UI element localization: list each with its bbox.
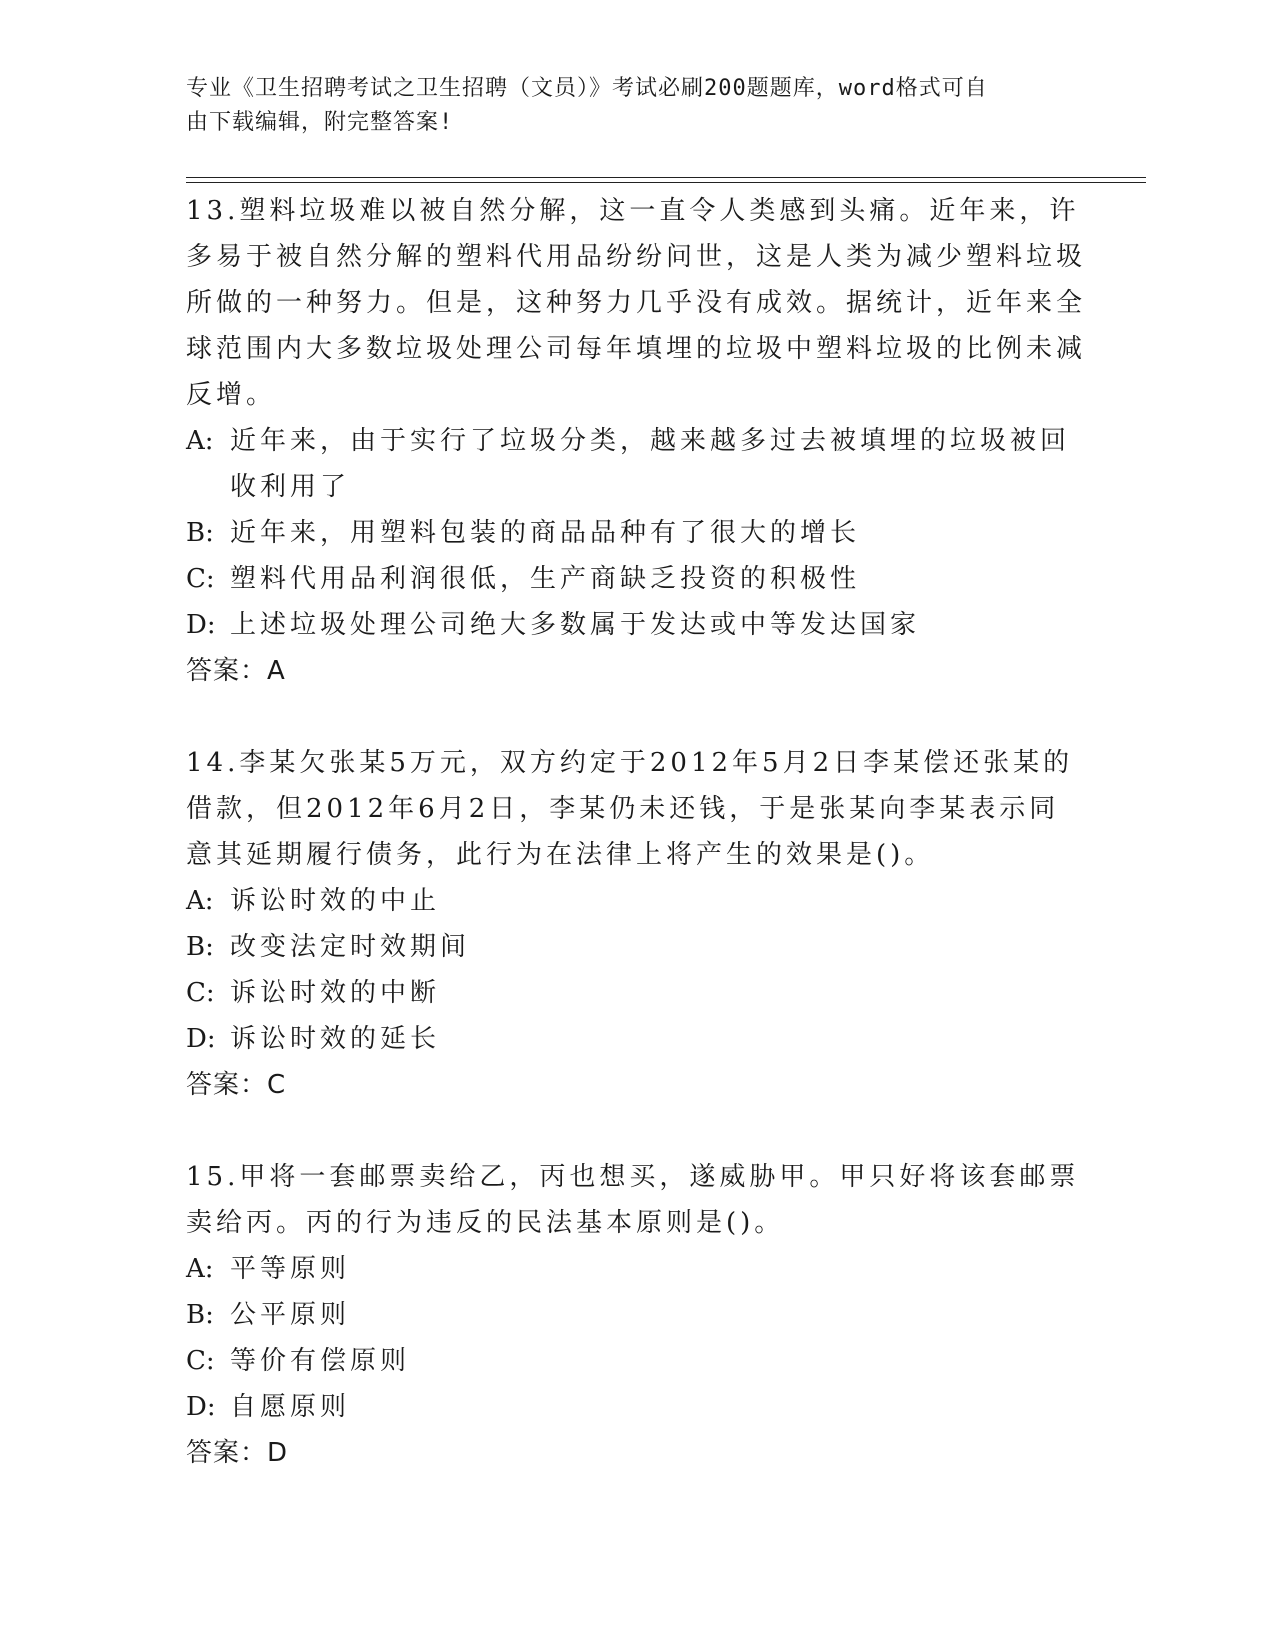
option-d <box>186 1016 1086 1062</box>
option-text: 塑料代用品利润很低，生产商缺乏投资的积极性 <box>230 564 861 594</box>
option-text: 诉讼时效的延长 <box>230 1024 441 1054</box>
option-a <box>186 1246 1086 1292</box>
option-text: 上述垃圾处理公司绝大多数属于发达或中等发达国家 <box>230 610 921 640</box>
option-text: 近年来，由于实行了垃圾分类，越来越多过去被填埋的垃圾被回收利用了 <box>230 426 1071 502</box>
option-c <box>186 970 1086 1016</box>
option-letter: D: <box>186 1024 216 1054</box>
answer-line: 答案：D <box>186 1438 289 1468</box>
option-c <box>186 1338 1086 1384</box>
option-a <box>186 418 1086 510</box>
question-stem: 15.甲将一套邮票卖给乙，丙也想买，遂威胁甲。甲只好将该套邮票卖给丙。丙的行为违反的民法基本原则是()。 <box>186 1162 1080 1238</box>
option-text: 近年来，用塑料包装的商品品种有了很大的增长 <box>230 518 861 548</box>
question-stem: 13.塑料垃圾难以被自然分解，这一直令人类感到头痛。近年来，许多易于被自然分解的塑料代用品纷纷问世，这是人类为减少塑料垃圾所做的一种努力。但是，这种努力几乎没有成效。据统计，近年来全球范围内大多数垃圾处理公司每年填埋的垃圾中塑料垃圾的比例未减反增。 <box>186 196 1087 410</box>
option-d <box>186 602 1086 648</box>
question-list <box>186 188 1086 1522</box>
question-stem: 14.李某欠张某5万元，双方约定于2012年5月2日李某偿还张某的借款，但2012年6月2日，李某仍未还钱，于是张某向李某表示同意其延期履行债务，此行为在法律上将产生的效果是()。 <box>186 748 1074 870</box>
option-text: 诉讼时效的中断 <box>230 978 441 1008</box>
option-b <box>186 510 1086 556</box>
option-text: 等价有偿原则 <box>230 1346 411 1376</box>
option-letter: C: <box>186 564 215 594</box>
document-header <box>186 72 1086 140</box>
option-letter: D: <box>186 610 216 640</box>
option-letter: A: <box>186 886 214 916</box>
option-c <box>186 556 1086 602</box>
option-b <box>186 1292 1086 1338</box>
header-divider-top <box>186 177 1146 178</box>
header-line-1: 专业《卫生招聘考试之卫生招聘（文员）》考试必刷200题题库，word格式可自 <box>186 76 988 101</box>
option-letter: C: <box>186 1346 215 1376</box>
option-letter: A: <box>186 426 214 456</box>
option-letter: C: <box>186 978 215 1008</box>
option-text: 平等原则 <box>230 1254 351 1284</box>
option-text: 诉讼时效的中止 <box>230 886 441 916</box>
option-d <box>186 1384 1086 1430</box>
header-line-2: 由下载编辑，附完整答案! <box>186 110 454 135</box>
question-13 <box>186 188 1086 694</box>
option-text: 自愿原则 <box>230 1392 351 1422</box>
option-letter: B: <box>186 1300 214 1330</box>
question-14 <box>186 740 1086 1108</box>
header-divider-bottom <box>186 182 1146 183</box>
answer-line: 答案：C <box>186 1070 287 1100</box>
option-text: 改变法定时效期间 <box>230 932 471 962</box>
option-a <box>186 878 1086 924</box>
option-letter: A: <box>186 1254 214 1284</box>
option-letter: B: <box>186 932 214 962</box>
option-letter: D: <box>186 1392 216 1422</box>
question-15 <box>186 1154 1086 1476</box>
option-letter: B: <box>186 518 214 548</box>
option-b <box>186 924 1086 970</box>
answer-line: 答案：A <box>186 656 286 686</box>
option-text: 公平原则 <box>230 1300 351 1330</box>
